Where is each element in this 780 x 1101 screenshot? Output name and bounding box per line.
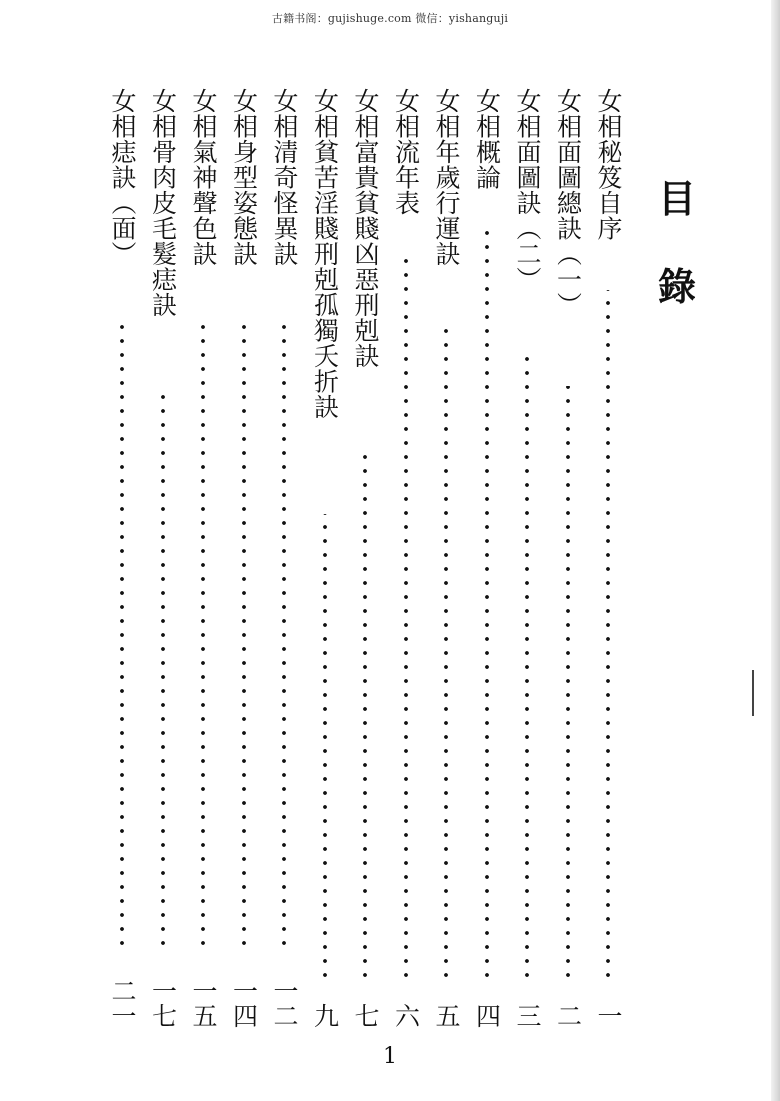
toc-entry-page: 四 — [472, 1003, 502, 1028]
dot-leader — [402, 258, 410, 982]
toc-entry-page: 七 — [351, 1003, 380, 1028]
toc-entry-title: 女相面圖訣（二） — [513, 88, 542, 292]
toc-entry-page: 三 — [513, 1003, 542, 1028]
dot-leader — [483, 226, 491, 982]
toc-entry[interactable] — [511, 88, 543, 1028]
toc-entry[interactable] — [228, 88, 260, 1028]
dot-leader — [442, 322, 450, 982]
dot-leader — [280, 322, 288, 950]
toc-entry[interactable] — [187, 88, 219, 1028]
toc-entry-title: 女相貧苦淫賤刑剋孤獨夭折訣 — [310, 88, 340, 420]
title-char-2: 錄 — [657, 264, 696, 309]
title-char-1: 目 — [657, 176, 696, 221]
dot-leader — [199, 322, 207, 950]
toc-entry[interactable] — [309, 88, 341, 1028]
dot-leader — [118, 322, 126, 950]
toc-entry-title: 女相面圖總訣（一） — [553, 88, 583, 318]
toc-entry-page: 六 — [391, 1003, 421, 1028]
page-edge-mark — [752, 670, 754, 716]
toc-entry[interactable] — [268, 88, 300, 1028]
toc-entry-page: 一四 — [229, 978, 259, 1028]
toc-entry-title: 女相流年表 — [391, 88, 421, 216]
toc-entry[interactable] — [592, 88, 624, 1028]
dot-leader — [321, 514, 329, 982]
dot-leader — [523, 354, 531, 982]
toc-entry-title: 女相概論 — [472, 88, 502, 190]
toc-entry-page: 九 — [310, 1003, 340, 1028]
toc-entry-page: 一 — [594, 1003, 623, 1028]
page-number: 1 — [383, 1044, 397, 1069]
dot-leader — [361, 450, 369, 982]
toc-entry-title: 女相身型姿態訣 — [229, 88, 259, 267]
toc-entry[interactable] — [471, 88, 503, 1028]
toc-entry-page: 五 — [432, 1003, 461, 1028]
toc-entry-page: 二 — [553, 1003, 583, 1028]
toc-entry[interactable] — [349, 88, 381, 1028]
page-edge-shadow — [771, 0, 780, 1101]
toc-entry-title: 女相清奇怪異訣 — [270, 88, 299, 267]
toc-entry-title: 女相年歲行運訣 — [432, 88, 461, 267]
toc-entry[interactable] — [147, 88, 179, 1028]
dot-leader — [240, 322, 248, 950]
toc-entry-title: 女相氣神聲色訣 — [189, 88, 218, 267]
toc-entry[interactable] — [390, 88, 422, 1028]
toc-entry-page: 一七 — [148, 978, 178, 1028]
dot-leader — [604, 290, 612, 982]
toc-entry[interactable] — [430, 88, 462, 1028]
toc-entry[interactable] — [106, 88, 138, 1028]
toc-entry-title: 女相骨肉皮毛髮痣訣 — [148, 88, 178, 318]
toc-entry-title: 女相富貴貧賤凶惡刑剋訣 — [351, 88, 380, 369]
toc-entry-page: 一五 — [189, 978, 218, 1028]
dot-leader — [159, 386, 167, 950]
toc-entry-page: 一二 — [270, 978, 299, 1028]
watermark: 古籍书阁：gujishuge.com 微信：yishanguji — [271, 12, 509, 25]
toc-entry-title: 女相秘笈自序 — [594, 88, 623, 241]
toc-entry[interactable] — [552, 88, 584, 1028]
dot-leader — [564, 386, 572, 982]
toc-entry-title: 女相痣訣（面） — [108, 88, 137, 267]
toc-entry-page: 二一 — [108, 978, 137, 1028]
